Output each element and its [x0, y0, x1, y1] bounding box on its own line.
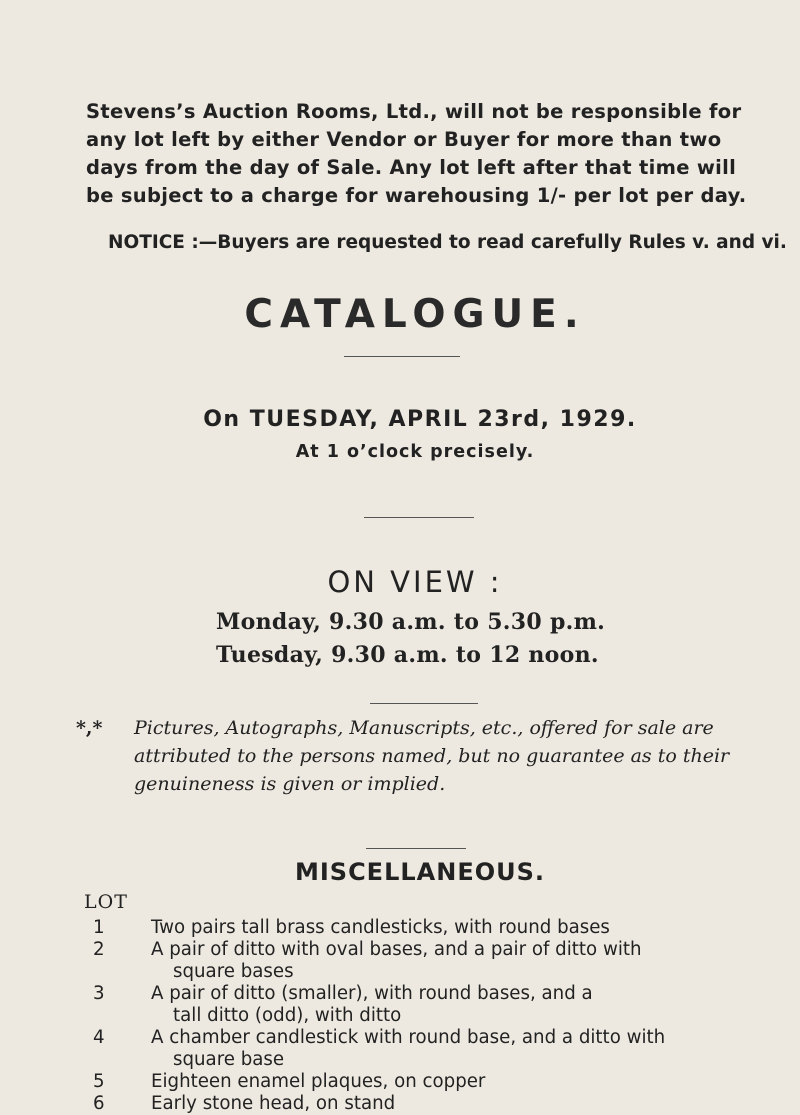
lot-description-line: A pair of ditto with oval bases, and a pair of ditto with [151, 939, 642, 960]
lot-number: 4 [93, 1027, 105, 1048]
divider [370, 703, 478, 704]
sale-date: On TUESDAY, APRIL 23rd, 1929. [203, 407, 637, 432]
lot-description-line: square bases [173, 961, 294, 982]
notice-line: days from the day of Sale. Any lot left after that time will [86, 156, 737, 179]
notice-line: Stevens’s Auction Rooms, Ltd., will not be responsible for [86, 100, 742, 123]
lot-row [85, 1071, 785, 1093]
lot-description [151, 1071, 785, 1093]
lot-description-line: tall ditto (odd), with ditto [173, 1005, 402, 1026]
lot-description-line: A chamber candlestick with round base, and a ditto with [151, 1027, 666, 1048]
lot-description [151, 917, 785, 939]
lot-column-header: LOT [84, 891, 128, 913]
lot-row [85, 1093, 785, 1115]
lot-description-line: Eighteen enamel plaques, on copper [151, 1071, 486, 1092]
lot-description-line: A pair of ditto (smaller), with round bases, and a [151, 983, 593, 1004]
lot-list [85, 917, 785, 1115]
lot-number: 2 [93, 939, 105, 960]
lot-number: 3 [93, 983, 105, 1004]
notice-line: any lot left by either Vendor or Buyer for more than two [86, 128, 722, 151]
lot-description [151, 1093, 785, 1115]
lot-number: 5 [93, 1071, 105, 1092]
view-monday: Monday, 9.30 a.m. to 5.30 p.m. [216, 609, 606, 635]
catalogue-title: CATALOGUE. [244, 292, 586, 337]
rules-notice: NOTICE :—Buyers are requested to read carefully Rules v. and vi. [108, 232, 787, 253]
attribution-disclaimer [76, 714, 796, 798]
lot-description [151, 983, 785, 1027]
notice-line: be subject to a charge for warehousing 1/- per lot per day. [86, 184, 747, 207]
responsibility-notice [86, 98, 776, 210]
asterism: *,* [76, 717, 103, 739]
disclaimer-line: Pictures, Autographs, Manuscripts, etc., offered for sale are [134, 717, 714, 739]
divider [364, 517, 474, 518]
lot-row [85, 1027, 785, 1071]
lot-number: 6 [93, 1093, 105, 1114]
lot-number: 1 [93, 917, 105, 938]
on-view-heading: ON VIEW : [327, 565, 503, 599]
lot-row [85, 983, 785, 1027]
lot-row [85, 917, 785, 939]
disclaimer-line: attributed to the persons named, but no guarantee as to their [134, 745, 730, 767]
lot-row [85, 939, 785, 983]
divider [344, 356, 460, 357]
view-tuesday: Tuesday, 9.30 a.m. to 12 noon. [216, 642, 599, 668]
disclaimer-line: genuineness is given or implied. [134, 773, 446, 795]
lot-description [151, 939, 785, 983]
divider [366, 848, 466, 849]
section-heading: MISCELLANEOUS. [294, 858, 546, 886]
lot-description-line: Two pairs tall brass candlesticks, with round bases [151, 917, 610, 938]
sale-time: At 1 o’clock precisely. [295, 442, 535, 462]
lot-description-line: square base [173, 1049, 285, 1070]
lot-description-line: Early stone head, on stand [151, 1093, 396, 1114]
lot-description [151, 1027, 785, 1071]
